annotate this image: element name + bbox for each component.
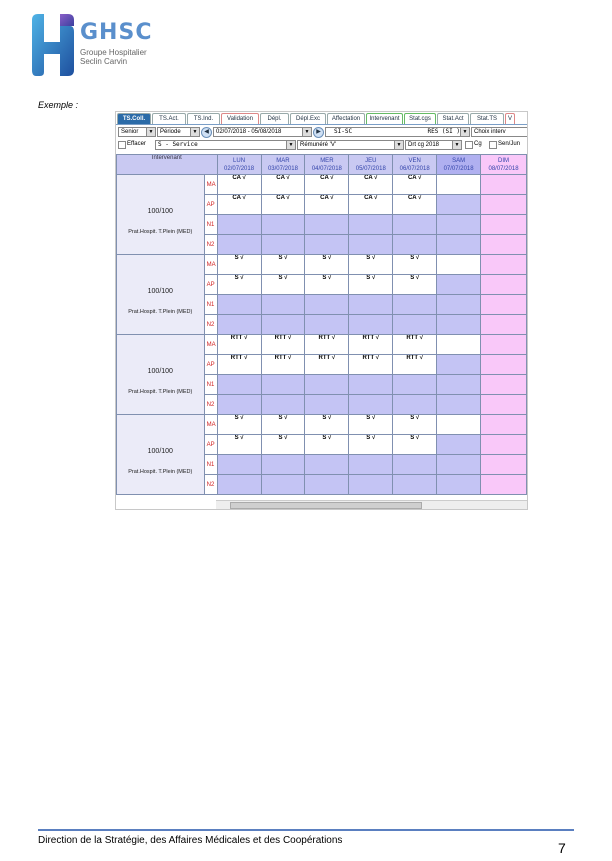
- schedule-cell[interactable]: [481, 435, 527, 455]
- tab-affectation[interactable]: Affectation: [327, 113, 365, 124]
- schedule-cell-absence[interactable]: RTT √: [217, 335, 261, 355]
- table-row: [117, 335, 527, 355]
- schedule-cell[interactable]: [305, 395, 349, 415]
- day-date: 03/07/2018: [267, 165, 298, 172]
- res-value: RES (SI ): [427, 128, 460, 135]
- schedule-cell[interactable]: [217, 375, 261, 395]
- planning-grid: [116, 154, 527, 495]
- schedule-cell[interactable]: [217, 475, 261, 495]
- schedule-cell-absence[interactable]: S √: [305, 255, 349, 275]
- effacer-label: Effacer: [127, 141, 146, 147]
- activity-ratio: 100/100: [147, 368, 173, 375]
- slot-label-n1: N1: [204, 455, 217, 475]
- schedule-cell[interactable]: [393, 475, 437, 495]
- tab-bar: [116, 112, 527, 125]
- schedule-cell-absence[interactable]: S √: [217, 255, 261, 275]
- schedule-cell[interactable]: [261, 315, 305, 335]
- day-name: VEN: [408, 157, 421, 164]
- schedule-cell[interactable]: [349, 455, 393, 475]
- schedule-cell[interactable]: [481, 395, 527, 415]
- logo-line1: Groupe Hospitalier: [80, 48, 147, 57]
- sen-jun-label: Sen/Jun: [498, 141, 521, 147]
- footer-text: Direction de la Stratégie, des Affaires Médicales et des Coopérations: [38, 835, 343, 846]
- slot-label-n2: N2: [204, 475, 217, 495]
- drt-cg-select[interactable]: Drt cg 2018: [405, 140, 455, 150]
- day-name: MAR: [276, 157, 290, 164]
- schedule-cell-absence[interactable]: S √: [393, 255, 437, 275]
- slot-label-ma: MA: [204, 175, 217, 195]
- schedule-cell-absence[interactable]: S √: [261, 415, 305, 435]
- schedule-cell-absence[interactable]: S √: [349, 415, 393, 435]
- intervenant-status: Prat.Hospit. T.Plein (MED): [128, 469, 193, 475]
- schedule-cell[interactable]: [481, 335, 527, 355]
- schedule-cell-absence[interactable]: CA √: [261, 195, 305, 215]
- day-date: 02/07/2018: [224, 165, 255, 172]
- schedule-cell-absence[interactable]: CA √: [305, 195, 349, 215]
- schedule-cell[interactable]: [481, 315, 527, 335]
- schedule-cell[interactable]: [393, 455, 437, 475]
- day-header-ven[interactable]: [393, 155, 437, 175]
- schedule-cell-absence[interactable]: S √: [305, 415, 349, 435]
- schedule-cell-absence[interactable]: RTT √: [393, 335, 437, 355]
- schedule-cell[interactable]: [261, 475, 305, 495]
- toolbar-row-2: [116, 139, 527, 150]
- schedule-cell[interactable]: [393, 375, 437, 395]
- schedule-cell[interactable]: [305, 475, 349, 495]
- day-date: 04/07/2018: [311, 165, 342, 172]
- intervenant-cell[interactable]: [117, 175, 205, 255]
- intervenant-cell[interactable]: [117, 255, 205, 335]
- chevron-down-icon[interactable]: ▼: [394, 140, 404, 150]
- slot-label-n2: N2: [204, 315, 217, 335]
- schedule-cell[interactable]: [437, 195, 481, 215]
- slot-label-ap: AP: [204, 435, 217, 455]
- schedule-cell[interactable]: [437, 335, 481, 355]
- tab-stat-cgs[interactable]: Stat.cgs: [404, 113, 436, 124]
- cg-label: Cg: [474, 141, 482, 147]
- schedule-cell[interactable]: [217, 235, 261, 255]
- schedule-cell[interactable]: [261, 455, 305, 475]
- schedule-cell[interactable]: [349, 395, 393, 415]
- schedule-cell[interactable]: [481, 295, 527, 315]
- table-row: [117, 255, 527, 275]
- ghsc-logo-mark: [30, 12, 76, 78]
- schedule-cell-absence[interactable]: RTT √: [305, 355, 349, 375]
- tab-d-pl-exc[interactable]: Dépl.Exc: [290, 113, 326, 124]
- intervenant-status: Prat.Hospit. T.Plein (MED): [128, 389, 193, 395]
- schedule-cell[interactable]: [349, 315, 393, 335]
- intervenant-header: Intervenant: [117, 155, 218, 175]
- slot-label-ma: MA: [204, 335, 217, 355]
- day-name: LUN: [233, 157, 246, 164]
- previous-period-icon[interactable]: ◀: [201, 127, 212, 138]
- intervenant-cell[interactable]: [117, 415, 205, 495]
- schedule-cell-absence[interactable]: RTT √: [261, 355, 305, 375]
- day-header-mer[interactable]: [305, 155, 349, 175]
- logo-brand: GHSC: [80, 20, 153, 45]
- schedule-cell-absence[interactable]: S √: [393, 275, 437, 295]
- schedule-cell[interactable]: [437, 395, 481, 415]
- schedule-cell-absence[interactable]: RTT √: [393, 355, 437, 375]
- schedule-cell[interactable]: [349, 215, 393, 235]
- day-header-lun[interactable]: [217, 155, 261, 175]
- schedule-cell[interactable]: [393, 295, 437, 315]
- schedule-cell-absence[interactable]: RTT √: [217, 355, 261, 375]
- schedule-cell[interactable]: [481, 195, 527, 215]
- schedule-cell-absence[interactable]: S √: [305, 435, 349, 455]
- day-name: DIM: [498, 157, 510, 164]
- day-date: 05/07/2018: [355, 165, 386, 172]
- sen-jun-checkbox[interactable]: [489, 141, 497, 149]
- slot-label-n1: N1: [204, 215, 217, 235]
- schedule-cell[interactable]: [437, 235, 481, 255]
- day-date: 07/07/2018: [443, 165, 474, 172]
- schedule-cell-absence[interactable]: RTT √: [261, 335, 305, 355]
- schedule-cell[interactable]: [437, 475, 481, 495]
- schedule-cell-absence[interactable]: S √: [349, 275, 393, 295]
- schedule-cell[interactable]: [305, 295, 349, 315]
- schedule-cell[interactable]: [349, 295, 393, 315]
- schedule-cell[interactable]: [481, 175, 527, 195]
- schedule-cell-absence[interactable]: CA √: [261, 175, 305, 195]
- schedule-cell[interactable]: [393, 315, 437, 335]
- page-number: 7: [558, 840, 566, 856]
- choix-intervenant-select[interactable]: Choix interv: [471, 127, 528, 137]
- schedule-cell-absence[interactable]: S √: [349, 435, 393, 455]
- footer-divider: [38, 829, 574, 831]
- schedule-cell[interactable]: [481, 255, 527, 275]
- schedule-cell[interactable]: [437, 415, 481, 435]
- code-value: SI-SC: [334, 128, 353, 135]
- day-header-sam[interactable]: [437, 155, 481, 175]
- schedule-cell[interactable]: [437, 435, 481, 455]
- schedule-cell-absence[interactable]: RTT √: [349, 355, 393, 375]
- day-name: MER: [320, 157, 334, 164]
- slot-label-n1: N1: [204, 375, 217, 395]
- schedule-cell[interactable]: [393, 395, 437, 415]
- table-row: [117, 175, 527, 195]
- slot-label-n2: N2: [204, 395, 217, 415]
- schedule-cell-absence[interactable]: S √: [261, 275, 305, 295]
- schedule-cell[interactable]: [217, 455, 261, 475]
- schedule-cell[interactable]: [481, 375, 527, 395]
- service-select[interactable]: S - Service: [155, 140, 289, 150]
- chevron-down-icon[interactable]: ▼: [146, 127, 156, 137]
- schedule-cell[interactable]: [305, 215, 349, 235]
- schedule-cell-absence[interactable]: S √: [305, 275, 349, 295]
- tab-v[interactable]: V: [505, 113, 515, 124]
- schedule-cell[interactable]: [437, 355, 481, 375]
- schedule-cell-absence[interactable]: RTT √: [349, 335, 393, 355]
- slot-label-ma: MA: [204, 415, 217, 435]
- activity-ratio: 100/100: [147, 288, 173, 295]
- activity-ratio: 100/100: [147, 448, 173, 455]
- chevron-down-icon[interactable]: ▼: [190, 127, 200, 137]
- horizontal-scrollbar[interactable]: [216, 500, 527, 509]
- slot-label-ap: AP: [204, 355, 217, 375]
- schedule-cell-absence[interactable]: S √: [217, 435, 261, 455]
- schedule-cell[interactable]: [261, 215, 305, 235]
- schedule-cell[interactable]: [481, 455, 527, 475]
- schedule-cell-absence[interactable]: CA √: [349, 175, 393, 195]
- periode-select[interactable]: Période: [157, 127, 194, 137]
- schedule-cell[interactable]: [217, 295, 261, 315]
- slot-label-n2: N2: [204, 235, 217, 255]
- schedule-cell[interactable]: [393, 235, 437, 255]
- schedule-cell[interactable]: [481, 215, 527, 235]
- logo-line2: Seclin Carvin: [80, 57, 128, 66]
- tab-d-pl[interactable]: Dépl.: [260, 113, 289, 124]
- schedule-cell[interactable]: [305, 455, 349, 475]
- day-header-jeu[interactable]: [349, 155, 393, 175]
- chevron-down-icon[interactable]: ▼: [460, 127, 470, 137]
- schedule-cell-absence[interactable]: CA √: [393, 175, 437, 195]
- schedule-cell[interactable]: [261, 375, 305, 395]
- schedule-cell[interactable]: [437, 215, 481, 235]
- intervenant-status: Prat.Hospit. T.Plein (MED): [128, 309, 193, 315]
- remunere-select[interactable]: Rémunéré 'V': [297, 140, 397, 150]
- tab-ts-ind[interactable]: TS.Ind.: [187, 113, 220, 124]
- schedule-cell[interactable]: [217, 215, 261, 235]
- example-label: Exemple :: [38, 100, 79, 110]
- schedule-cell[interactable]: [437, 255, 481, 275]
- day-date: 06/07/2018: [399, 165, 430, 172]
- code-field[interactable]: [325, 127, 463, 137]
- schedule-cell-absence[interactable]: CA √: [217, 195, 261, 215]
- schedule-cell[interactable]: [217, 395, 261, 415]
- day-header-mar[interactable]: [261, 155, 305, 175]
- schedule-cell[interactable]: [481, 235, 527, 255]
- schedule-cell[interactable]: [261, 235, 305, 255]
- schedule-cell[interactable]: [261, 395, 305, 415]
- chevron-down-icon[interactable]: ▼: [302, 127, 312, 137]
- schedule-cell[interactable]: [481, 415, 527, 435]
- day-header-dim[interactable]: [481, 155, 527, 175]
- schedule-cell[interactable]: [393, 215, 437, 235]
- slot-label-ap: AP: [204, 275, 217, 295]
- day-name: JEU: [365, 157, 377, 164]
- planning-screenshot: [115, 111, 528, 510]
- senior-select[interactable]: Senior: [118, 127, 150, 137]
- activity-ratio: 100/100: [147, 208, 173, 215]
- schedule-cell[interactable]: [305, 375, 349, 395]
- schedule-cell[interactable]: [305, 235, 349, 255]
- schedule-cell-absence[interactable]: S √: [261, 255, 305, 275]
- schedule-cell[interactable]: [437, 275, 481, 295]
- tab-intervenant[interactable]: Intervenant: [366, 113, 403, 124]
- chevron-down-icon[interactable]: ▼: [286, 140, 296, 150]
- schedule-cell[interactable]: [305, 315, 349, 335]
- schedule-cell-absence[interactable]: S √: [393, 435, 437, 455]
- schedule-cell-absence[interactable]: S √: [217, 275, 261, 295]
- schedule-cell[interactable]: [481, 275, 527, 295]
- schedule-cell[interactable]: [437, 315, 481, 335]
- tab-ts-act[interactable]: TS.Act.: [152, 113, 186, 124]
- ghsc-logo: [30, 12, 190, 82]
- tab-stat-act[interactable]: Stat.Act: [437, 113, 469, 124]
- schedule-cell[interactable]: [217, 315, 261, 335]
- schedule-cell[interactable]: [437, 455, 481, 475]
- cg-checkbox[interactable]: [465, 141, 473, 149]
- header-row: [117, 155, 527, 175]
- schedule-cell[interactable]: [437, 375, 481, 395]
- schedule-cell-absence[interactable]: CA √: [217, 175, 261, 195]
- schedule-cell[interactable]: [437, 295, 481, 315]
- slot-label-ma: MA: [204, 255, 217, 275]
- scrollbar-thumb[interactable]: [230, 502, 422, 509]
- toolbar-row-1: [116, 126, 527, 137]
- effacer-checkbox[interactable]: [118, 141, 126, 149]
- schedule-cell-absence[interactable]: CA √: [305, 175, 349, 195]
- date-range-field[interactable]: 02/07/2018 - 05/08/2018: [213, 127, 305, 137]
- intervenant-cell[interactable]: [117, 335, 205, 415]
- tab-validation[interactable]: Validation: [221, 113, 259, 124]
- intervenant-status: Prat.Hospit. T.Plein (MED): [128, 229, 193, 235]
- tab-ts-coll[interactable]: TS.Coll.: [117, 113, 151, 124]
- schedule-cell[interactable]: [261, 295, 305, 315]
- schedule-cell-absence[interactable]: S √: [393, 415, 437, 435]
- chevron-down-icon[interactable]: ▼: [452, 140, 462, 150]
- schedule-cell[interactable]: [437, 175, 481, 195]
- schedule-cell-absence[interactable]: S √: [261, 435, 305, 455]
- schedule-cell[interactable]: [481, 475, 527, 495]
- schedule-cell-absence[interactable]: CA √: [393, 195, 437, 215]
- day-name: SAM: [452, 157, 466, 164]
- schedule-cell-absence[interactable]: S √: [217, 415, 261, 435]
- tab-stat-ts[interactable]: Stat.TS: [470, 113, 504, 124]
- slot-label-ap: AP: [204, 195, 217, 215]
- table-row: [117, 415, 527, 435]
- slot-label-n1: N1: [204, 295, 217, 315]
- schedule-cell-absence[interactable]: CA √: [349, 195, 393, 215]
- day-date: 08/07/2018: [488, 165, 519, 172]
- schedule-cell[interactable]: [481, 355, 527, 375]
- schedule-cell[interactable]: [349, 475, 393, 495]
- schedule-cell[interactable]: [349, 375, 393, 395]
- schedule-cell-absence[interactable]: RTT √: [305, 335, 349, 355]
- schedule-cell[interactable]: [349, 235, 393, 255]
- schedule-cell-absence[interactable]: S √: [349, 255, 393, 275]
- next-period-icon[interactable]: ▶: [313, 127, 324, 138]
